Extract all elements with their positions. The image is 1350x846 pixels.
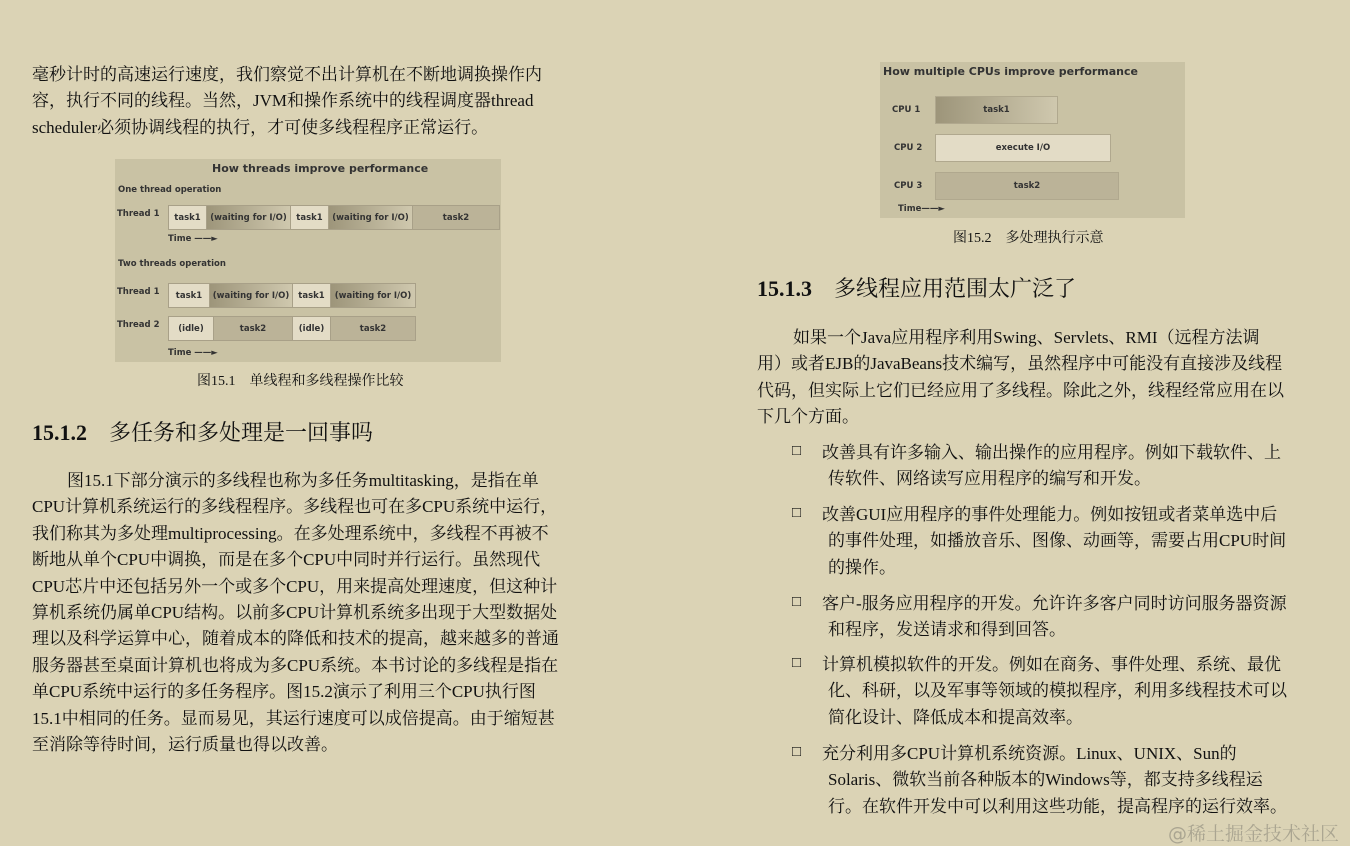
segment-wait: (waiting for I/O) bbox=[331, 284, 415, 307]
figure-caption: 图15.1 单线程和多线程操作比较 bbox=[197, 374, 404, 389]
text-line: 我们称其为多处理multiprocessing。在多处理系统中，多线程不再被不 bbox=[32, 523, 549, 543]
text-line: 算机系统仍属单CPU结构。以前多CPU计算机系统多出现于大型数据处 bbox=[32, 603, 558, 622]
watermark: @稀土掘金技术社区 bbox=[1168, 823, 1340, 845]
text-line: 毫秒计时的高速运行速度，我们察觉不出计算机在不断地调换操作内 bbox=[32, 65, 542, 84]
text-line: 和程序，发送请求和得到回答。 bbox=[828, 620, 1066, 640]
time-label: Time bbox=[168, 348, 192, 358]
text-line: 理以及科学运算中心，随着成本的降低和技术的提高，越来越多的普通 bbox=[32, 629, 559, 649]
segment-task2: task2 bbox=[331, 317, 415, 340]
section-title: 多线程应用范围太广泛了 bbox=[834, 276, 1077, 301]
cpu3-label: CPU 3 bbox=[894, 181, 923, 191]
section-number: 15.1.2 bbox=[32, 420, 87, 445]
text-line: 容，执行不同的线程。当然，JVM和操作系统中的线程调度器thread bbox=[32, 91, 534, 110]
text-line: 传软件、网络读写应用程序的编写和开发。 bbox=[828, 469, 1151, 489]
checkbox-bullet-icon: □ bbox=[792, 594, 802, 610]
text-line: 服务器甚至桌面计算机也将成为多CPU系统。本书讨论的多线程是指在 bbox=[32, 655, 559, 675]
text-line: 充分利用多CPU计算机系统资源。Linux、UNIX、Sun的 bbox=[822, 744, 1237, 763]
text-line: 计算机模拟软件的开发。例如在商务、事件处理、系统、最优 bbox=[822, 655, 1281, 674]
one-thread-label: One thread operation bbox=[118, 185, 222, 195]
right-page bbox=[668, 0, 1350, 846]
segment-wait: (waiting for I/O) bbox=[210, 284, 293, 307]
section-title: 多任务和多处理是一回事吗 bbox=[109, 420, 374, 445]
text-line: 代码，但实际上它们已经应用了多线程。除此之外，线程经常应用在以 bbox=[757, 381, 1284, 400]
text-line: 的事件处理，如播放音乐、图像、动画等，需要占用CPU时间 bbox=[828, 531, 1287, 551]
text-line: 化、科研，以及军事等领域的模拟程序，利用多线程技术可以 bbox=[828, 681, 1287, 701]
checkbox-bullet-icon: □ bbox=[792, 744, 802, 760]
cpu1-label: CPU 1 bbox=[892, 105, 921, 115]
checkbox-bullet-icon: □ bbox=[792, 655, 802, 671]
segment-task2: task2 bbox=[413, 206, 499, 229]
time-arrow: Time ——► bbox=[168, 234, 218, 244]
figure-cpus bbox=[880, 62, 1185, 218]
text-line: CPU芯片中还包括另外一个或多个CPU，用来提高处理速度，但这种计 bbox=[32, 576, 558, 596]
section-heading bbox=[32, 416, 373, 447]
text-line: 如果一个Java应用程序利用Swing、Servlets、RMI（远程方法调 bbox=[793, 328, 1260, 347]
segment-idle: (idle) bbox=[293, 317, 331, 340]
cpu3-task2: task2 bbox=[935, 172, 1119, 200]
segment-wait: (waiting for I/O) bbox=[329, 206, 413, 229]
segment-task1: task1 bbox=[169, 284, 210, 307]
checkbox-bullet-icon: □ bbox=[792, 443, 802, 459]
time-arrow: Time ——► bbox=[168, 348, 218, 358]
segment-task1: task1 bbox=[293, 284, 331, 307]
left-page bbox=[0, 0, 668, 846]
time-label: Time bbox=[168, 234, 192, 244]
text-line: 图15.1下部分演示的多线程也称为多任务multitasking，是指在单 bbox=[67, 471, 539, 490]
figure-title: How multiple CPUs improve performance bbox=[883, 65, 1138, 78]
figure-threads bbox=[115, 159, 501, 362]
checkbox-bullet-icon: □ bbox=[792, 505, 802, 521]
text-line: 简化设计、降低成本和提高效率。 bbox=[828, 707, 1083, 727]
text-line: 下几个方面。 bbox=[757, 407, 859, 426]
segment-task1: task1 bbox=[291, 206, 329, 229]
segment-idle: (idle) bbox=[169, 317, 214, 340]
section-heading bbox=[757, 272, 1076, 303]
text-line: 改善具有许多输入、输出操作的应用程序。例如下载软件、上 bbox=[822, 443, 1281, 462]
time-label: Time bbox=[898, 204, 922, 214]
text-line: 至消除等待时间，运行质量也得以改善。 bbox=[32, 735, 338, 754]
text-line: Solaris、微软当前各种版本的Windows等，都支持多线程运 bbox=[828, 770, 1263, 790]
figure-title: How threads improve performance bbox=[212, 162, 429, 175]
figure-caption: 图15.2 多处理执行示意 bbox=[953, 231, 1104, 246]
text-line: scheduler必须协调线程的执行，才可使多线程程序正常运行。 bbox=[32, 118, 489, 137]
thread1-label: Thread 1 bbox=[117, 209, 160, 219]
two-threads-label: Two threads operation bbox=[118, 259, 226, 269]
cpu1-task1: task1 bbox=[935, 96, 1058, 124]
text-line: 改善GUI应用程序的事件处理能力。例如按钮或者菜单选中后 bbox=[822, 505, 1278, 524]
segment-task2: task2 bbox=[214, 317, 293, 340]
text-line: 客户-服务应用程序的开发。允许许多客户同时访问服务器资源 bbox=[822, 594, 1287, 613]
text-line: 行。在软件开发中可以利用这些功能，提高程序的运行效率。 bbox=[828, 796, 1287, 816]
thread1-label: Thread 1 bbox=[117, 287, 160, 297]
text-line: 用）或者EJB的JavaBeans技术编写，虽然程序中可能没有直接涉及线程 bbox=[757, 354, 1283, 373]
cpu2-label: CPU 2 bbox=[894, 143, 923, 153]
text-line: 的操作。 bbox=[828, 557, 896, 577]
thread2-label: Thread 2 bbox=[117, 320, 160, 330]
text-line: 单CPU系统中运行的多任务程序。图15.2演示了利用三个CPU执行图 bbox=[32, 682, 536, 702]
text-line: CPU计算机系统运行的多线程程序。多线程也可在多CPU系统中运行， bbox=[32, 497, 558, 517]
time-arrow: Time——► bbox=[898, 204, 945, 214]
segment-task1: task1 bbox=[169, 206, 207, 229]
text-line: 断地从单个CPU中调换，而是在多个CPU中同时并行运行。虽然现代 bbox=[32, 550, 541, 570]
text-line: 15.1中相同的任务。显而易见，其运行速度可以成倍提高。由于缩短甚 bbox=[32, 708, 555, 728]
section-number: 15.1.3 bbox=[757, 276, 812, 301]
segment-wait: (waiting for I/O) bbox=[207, 206, 291, 229]
cpu2-io: execute I/O bbox=[935, 134, 1111, 162]
